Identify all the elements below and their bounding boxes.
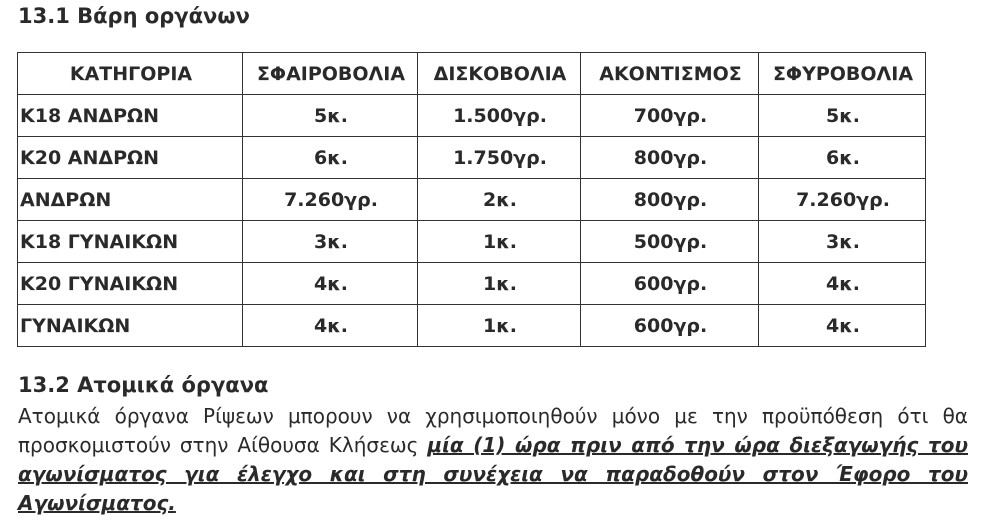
table-row <box>18 263 926 305</box>
header-discus: ΔΙΣΚΟΒΟΛΙΑ <box>418 53 581 95</box>
header-category: ΚΑΤΗΓΟΡΙΑ <box>18 53 243 95</box>
hammer-cell: 5κ. <box>759 95 926 137</box>
hammer-cell: 4κ. <box>759 305 926 347</box>
section-title-weights: 13.1 Βάρη οργάνων <box>18 4 250 28</box>
shot-put-cell: 3κ. <box>243 221 418 263</box>
table-row <box>18 137 926 179</box>
paragraph-emphasis: μία (1) ώρα πριν από την ώρα διεξαγωγής του αγωνίσματος για έλεγχο και στη συνέχεια να παραδοθούν στον Έφορο του Αγωνίσματος. <box>18 433 968 515</box>
javelin-cell: 800γρ. <box>581 137 759 179</box>
javelin-cell: 500γρ. <box>581 221 759 263</box>
discus-cell: 1κ. <box>418 263 581 305</box>
header-shot-put: ΣΦΑΙΡΟΒΟΛΙΑ <box>243 53 418 95</box>
javelin-cell: 800γρ. <box>581 179 759 221</box>
personal-implements-paragraph <box>18 402 968 518</box>
weights-table <box>17 52 926 347</box>
shot-put-cell: 5κ. <box>243 95 418 137</box>
shot-put-cell: 4κ. <box>243 263 418 305</box>
discus-cell: 2κ. <box>418 179 581 221</box>
table-header-row <box>18 53 926 95</box>
shot-put-cell: 6κ. <box>243 137 418 179</box>
hammer-cell: 6κ. <box>759 137 926 179</box>
discus-cell: 1.500γρ. <box>418 95 581 137</box>
javelin-cell: 600γρ. <box>581 305 759 347</box>
shot-put-cell: 7.260γρ. <box>243 179 418 221</box>
table-row <box>18 305 926 347</box>
hammer-cell: 7.260γρ. <box>759 179 926 221</box>
section-title-personal-implements: 13.2 Ατομικά όργανα <box>18 373 269 397</box>
header-hammer: ΣΦΥΡΟΒΟΛΙΑ <box>759 53 926 95</box>
shot-put-cell: 4κ. <box>243 305 418 347</box>
category-cell: ΑΝΔΡΩΝ <box>18 179 243 221</box>
hammer-cell: 3κ. <box>759 221 926 263</box>
discus-cell: 1κ. <box>418 221 581 263</box>
category-cell: Κ18 ΓΥΝΑΙΚΩΝ <box>18 221 243 263</box>
javelin-cell: 700γρ. <box>581 95 759 137</box>
discus-cell: 1κ. <box>418 305 581 347</box>
paragraph-text: Ατομικά όργανα Ρίψεων μπορουν να χρησιμοποιηθούν μόνο με την προϋπόθεση ότι θα προσκομιστούν στην Αίθουσα Κλήσεως <box>18 404 968 457</box>
table-row <box>18 179 926 221</box>
category-cell: Κ20 ΑΝΔΡΩΝ <box>18 137 243 179</box>
header-javelin: ΑΚΟΝΤΙΣΜΟΣ <box>581 53 759 95</box>
category-cell: ΓΥΝΑΙΚΩΝ <box>18 305 243 347</box>
table-row <box>18 95 926 137</box>
discus-cell: 1.750γρ. <box>418 137 581 179</box>
category-cell: Κ18 ΑΝΔΡΩΝ <box>18 95 243 137</box>
hammer-cell: 4κ. <box>759 263 926 305</box>
category-cell: Κ20 ΓΥΝΑΙΚΩΝ <box>18 263 243 305</box>
table-row <box>18 221 926 263</box>
javelin-cell: 600γρ. <box>581 263 759 305</box>
